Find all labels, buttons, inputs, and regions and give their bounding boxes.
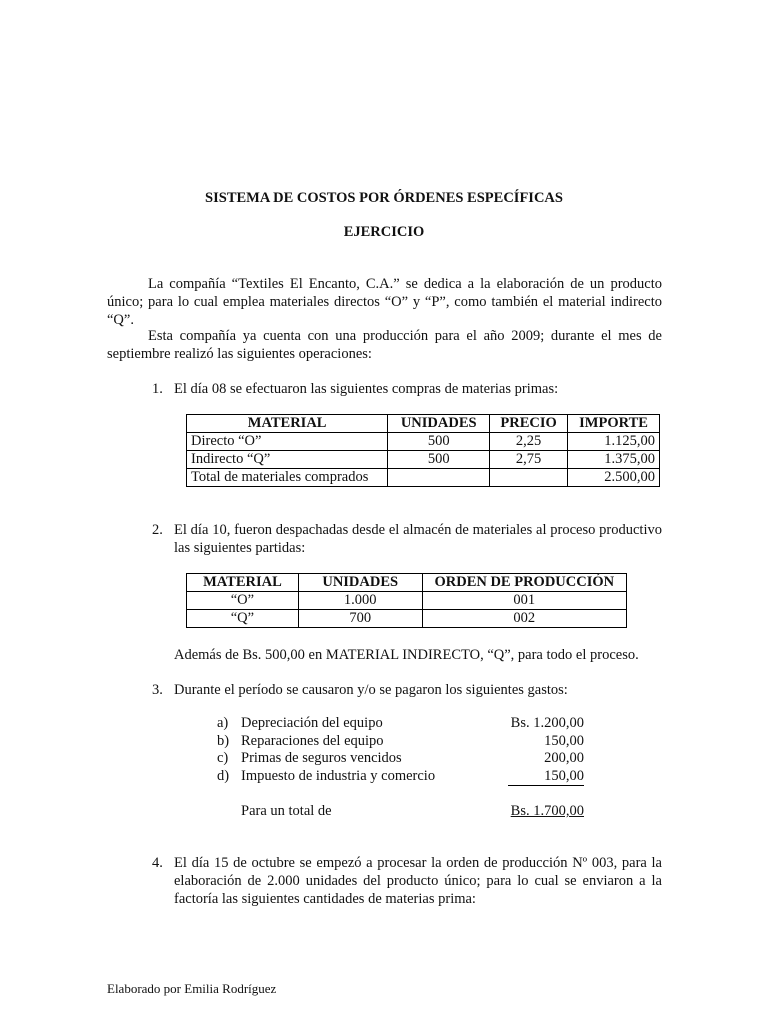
table-cell: Total de materiales comprados [187, 469, 388, 487]
expense-amount-underlined: 150,00 [508, 768, 584, 786]
dispatch-table [186, 573, 627, 628]
table-cell: 1.125,00 [568, 433, 660, 451]
item-text-2: El día 10, fueron despachadas desde el almacén de materiales al proceso productivo las siguientes partidas: [174, 522, 662, 556]
table-row [187, 610, 627, 628]
table-cell: 1.375,00 [568, 451, 660, 469]
table-cell [490, 469, 568, 487]
table-row-total [187, 469, 660, 487]
expense-letter: d) [217, 768, 230, 784]
table-cell: 700 [298, 610, 422, 628]
expense-label: Depreciación del equipo [241, 715, 383, 731]
table-cell: 500 [388, 451, 490, 469]
item-number-3: 3. [152, 682, 163, 698]
table-header-row [187, 415, 660, 433]
column-header: MATERIAL [187, 574, 299, 592]
column-header: PRECIO [490, 415, 568, 433]
column-header: IMPORTE [568, 415, 660, 433]
expense-amount: 150,00 [544, 733, 584, 749]
table-cell [388, 469, 490, 487]
item-number-4: 4. [152, 855, 163, 871]
table-cell: Indirecto “Q” [187, 451, 388, 469]
table-cell: 1.000 [298, 592, 422, 610]
table-cell: 001 [422, 592, 626, 610]
item-text-1: El día 08 se efectuaron las siguientes compras de materias primas: [174, 381, 559, 397]
table-row [187, 433, 660, 451]
table-row [187, 451, 660, 469]
expenses-total-amount: Bs. 1.700,00 [510, 803, 584, 819]
column-header: UNIDADES [298, 574, 422, 592]
expense-letter: c) [217, 750, 229, 766]
dispatch-note: Además de Bs. 500,00 en MATERIAL INDIRECTO, “Q”, para todo el proceso. [174, 647, 639, 663]
expense-letter: b) [217, 733, 230, 749]
table-cell: 2,25 [490, 433, 568, 451]
column-header: ORDEN DE PRODUCCIÓN [422, 574, 626, 592]
table-cell: 500 [388, 433, 490, 451]
expense-amount: Bs. 1.200,00 [510, 715, 584, 731]
page-footer: Elaborado por Emilia Rodríguez [107, 981, 277, 996]
expense-letter: a) [217, 715, 229, 731]
table-cell: 2.500,00 [568, 469, 660, 487]
intro-paragraph-2: Esta compañía ya cuenta con una producción para el año 2009; durante el mes de septiembre realizó las siguientes operaciones: [107, 328, 662, 362]
table-cell: 002 [422, 610, 626, 628]
expense-label: Primas de seguros vencidos [241, 750, 402, 766]
table-cell: 2,75 [490, 451, 568, 469]
item-number-1: 1. [152, 381, 163, 397]
column-header: UNIDADES [388, 415, 490, 433]
expense-label: Impuesto de industria y comercio [241, 768, 436, 784]
table-cell: “Q” [187, 610, 299, 628]
column-header: MATERIAL [187, 415, 388, 433]
expense-amount [480, 767, 584, 786]
item-text-4: El día 15 de octubre se empezó a procesar la orden de producción Nº 003, para la elaboración de 2.000 unidades del producto único; para lo cual se enviaron a la factoría las siguientes cantidades de materias prima: [174, 855, 662, 907]
item-number-2: 2. [152, 522, 163, 538]
item-text-3: Durante el período se causaron y/o se pagaron los siguientes gastos: [174, 682, 568, 698]
expense-amount: 200,00 [544, 750, 584, 766]
intro-paragraph-1: La compañía “Textiles El Encanto, C.A.” se dedica a la elaboración de un producto único; para lo cual emplea materiales directos “O” y “P”, como también el material indirecto “Q”. [107, 276, 662, 328]
expenses-total-label: Para un total de [241, 803, 332, 819]
purchases-table [186, 414, 660, 487]
table-cell: “O” [187, 592, 299, 610]
table-cell: Directo “O” [187, 433, 388, 451]
table-row [187, 592, 627, 610]
table-header-row [187, 574, 627, 592]
expense-label: Reparaciones del equipo [241, 733, 384, 749]
document-title: SISTEMA DE COSTOS POR ÓRDENES ESPECÍFICAS [205, 190, 563, 206]
document-subtitle: EJERCICIO [343, 224, 425, 240]
